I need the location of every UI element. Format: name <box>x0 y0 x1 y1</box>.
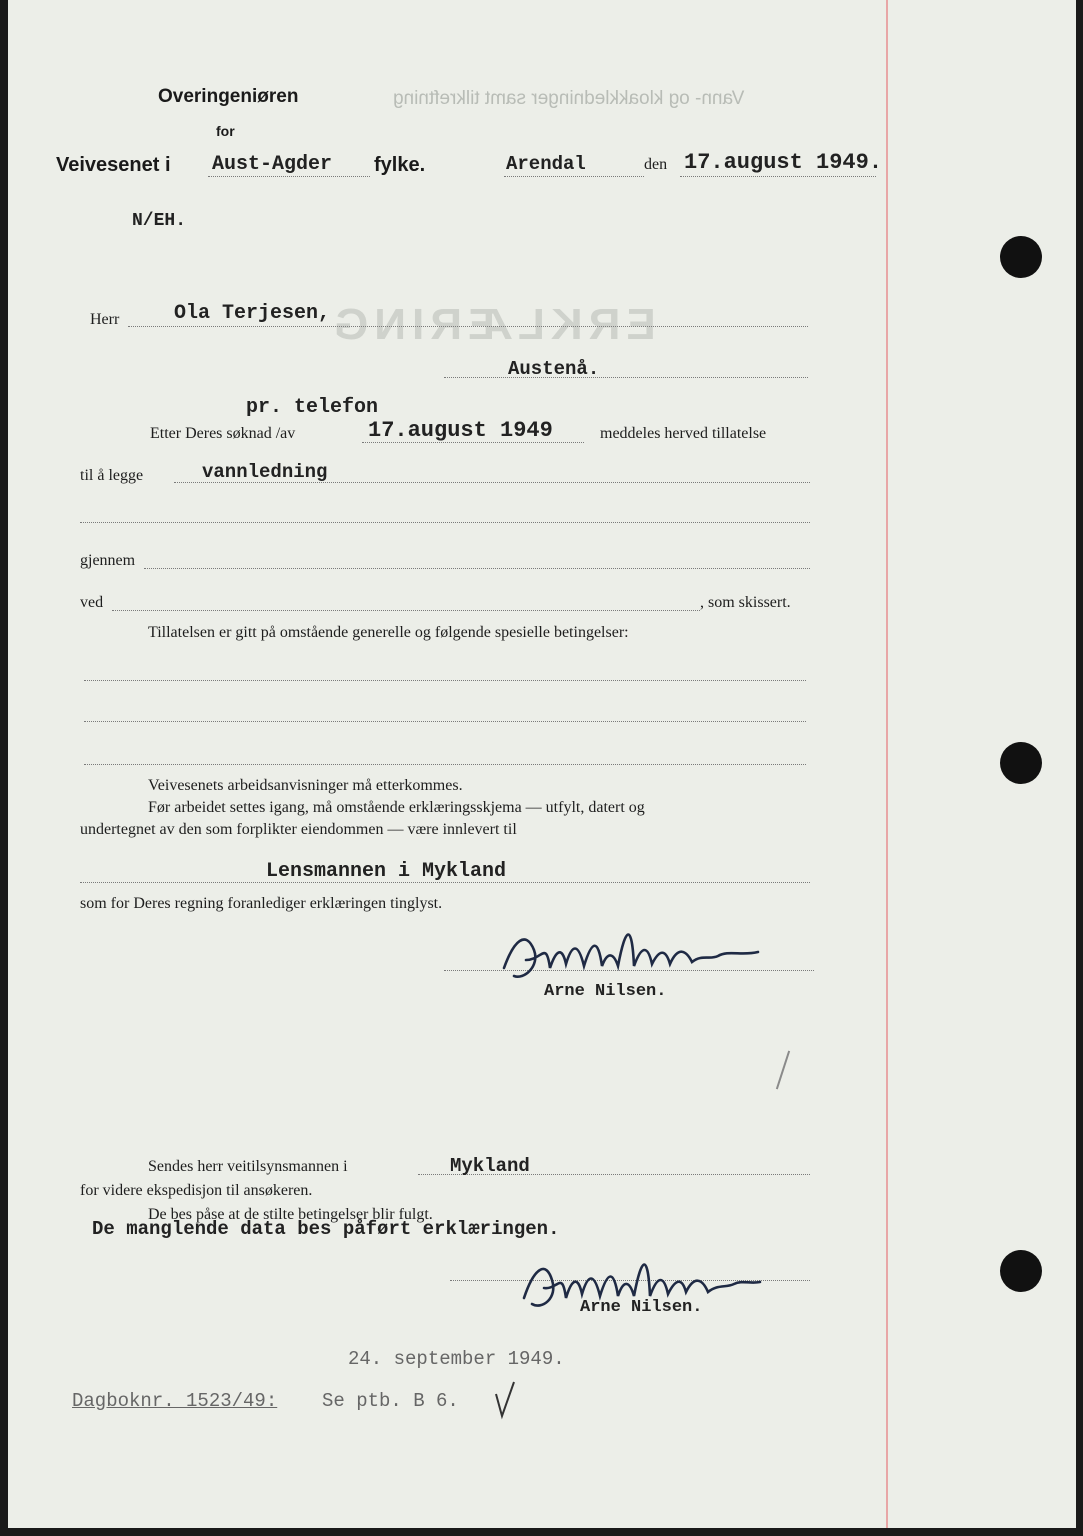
bleed-through-header: Vann- og kloakkledninger samt tilkreftning <box>393 88 745 109</box>
journal-reference: Se ptb. B 6. <box>322 1390 459 1412</box>
application-method: pr. telefon <box>246 396 379 419</box>
forward-line-3: De bes påse at de stilte betingelser blir fulgt. <box>148 1206 433 1223</box>
purpose: vannledning <box>202 461 328 483</box>
issuer-for: for <box>216 123 235 139</box>
check-mark <box>492 1380 518 1420</box>
journal-number: Dagboknr. 1523/49: <box>72 1390 278 1412</box>
punch-hole <box>1000 742 1042 784</box>
document-page <box>8 0 1076 1528</box>
dotted-line <box>128 326 808 327</box>
signatory-name: Arne Nilsen. <box>544 982 667 1001</box>
place: Arendal <box>506 153 586 175</box>
dotted-line <box>84 721 806 722</box>
bleed-through-title: ERKLÆRING <box>328 300 656 349</box>
dotted-line <box>84 764 806 765</box>
conditions-intro: Tillatelsen er gitt på omstående generelle og følgende spesielle betingelser: <box>148 624 629 641</box>
typed-note: De manglende data bes påført erklæringen. <box>92 1218 560 1240</box>
salutation: Herr <box>90 311 120 328</box>
dotted-line <box>112 610 700 611</box>
at-label: ved <box>80 594 104 611</box>
registration-note: som for Deres regning foranlediger erklæringen tinglyst. <box>80 895 443 912</box>
dotted-line <box>80 522 810 523</box>
purpose-label: til å legge <box>80 467 144 484</box>
forward-line-2: for videre ekspedisjon til ansøkeren. <box>80 1182 313 1199</box>
application-prefix: Etter Deres søknad /av <box>150 425 296 442</box>
dotted-line <box>680 176 876 177</box>
registration-date: 24. september 1949. <box>348 1348 565 1370</box>
signatory-name-2: Arne Nilsen. <box>580 1298 703 1317</box>
dotted-line <box>84 680 806 681</box>
reference: N/EH. <box>132 211 187 231</box>
sketch-note: , som skissert. <box>700 594 791 611</box>
county-name: Aust-Agder <box>212 153 333 176</box>
through-label: gjennem <box>80 552 136 569</box>
stray-mark <box>776 1051 790 1090</box>
county-suffix: fylke. <box>374 154 426 176</box>
permission-text: meddeles herved tillatelse <box>600 425 767 442</box>
addressee-name: Ola Terjesen, <box>174 302 331 325</box>
dotted-line <box>208 176 370 177</box>
addressee-place: Austenå. <box>508 358 600 380</box>
dotted-line <box>444 377 808 378</box>
agency-label: Veivesenet i <box>56 154 171 176</box>
letter-date: 17.august 1949. <box>684 150 883 175</box>
instruction-1: Veivesenets arbeidsanvisninger må etterkommes. <box>148 777 463 794</box>
issuer-title: Overingeniøren <box>158 86 299 107</box>
instruction-3: undertegnet av den som forplikter eiendommen — være innlevert til <box>80 821 517 838</box>
instruction-2: Før arbeidet settes igang, må omstående erklæringsskjema — utfylt, datert og <box>148 799 645 816</box>
dotted-line <box>504 176 644 177</box>
registry-office: Lensmannen i Mykland <box>266 860 507 883</box>
margin-line <box>886 0 888 1528</box>
punch-hole <box>1000 1250 1042 1292</box>
dotted-line <box>144 568 810 569</box>
forward-place: Mykland <box>450 1155 530 1177</box>
date-prefix: den <box>644 156 668 173</box>
punch-hole <box>1000 236 1042 278</box>
application-date: 17.august 1949 <box>368 418 553 443</box>
forward-line: Sendes herr veitilsynsmannen i <box>148 1158 348 1175</box>
